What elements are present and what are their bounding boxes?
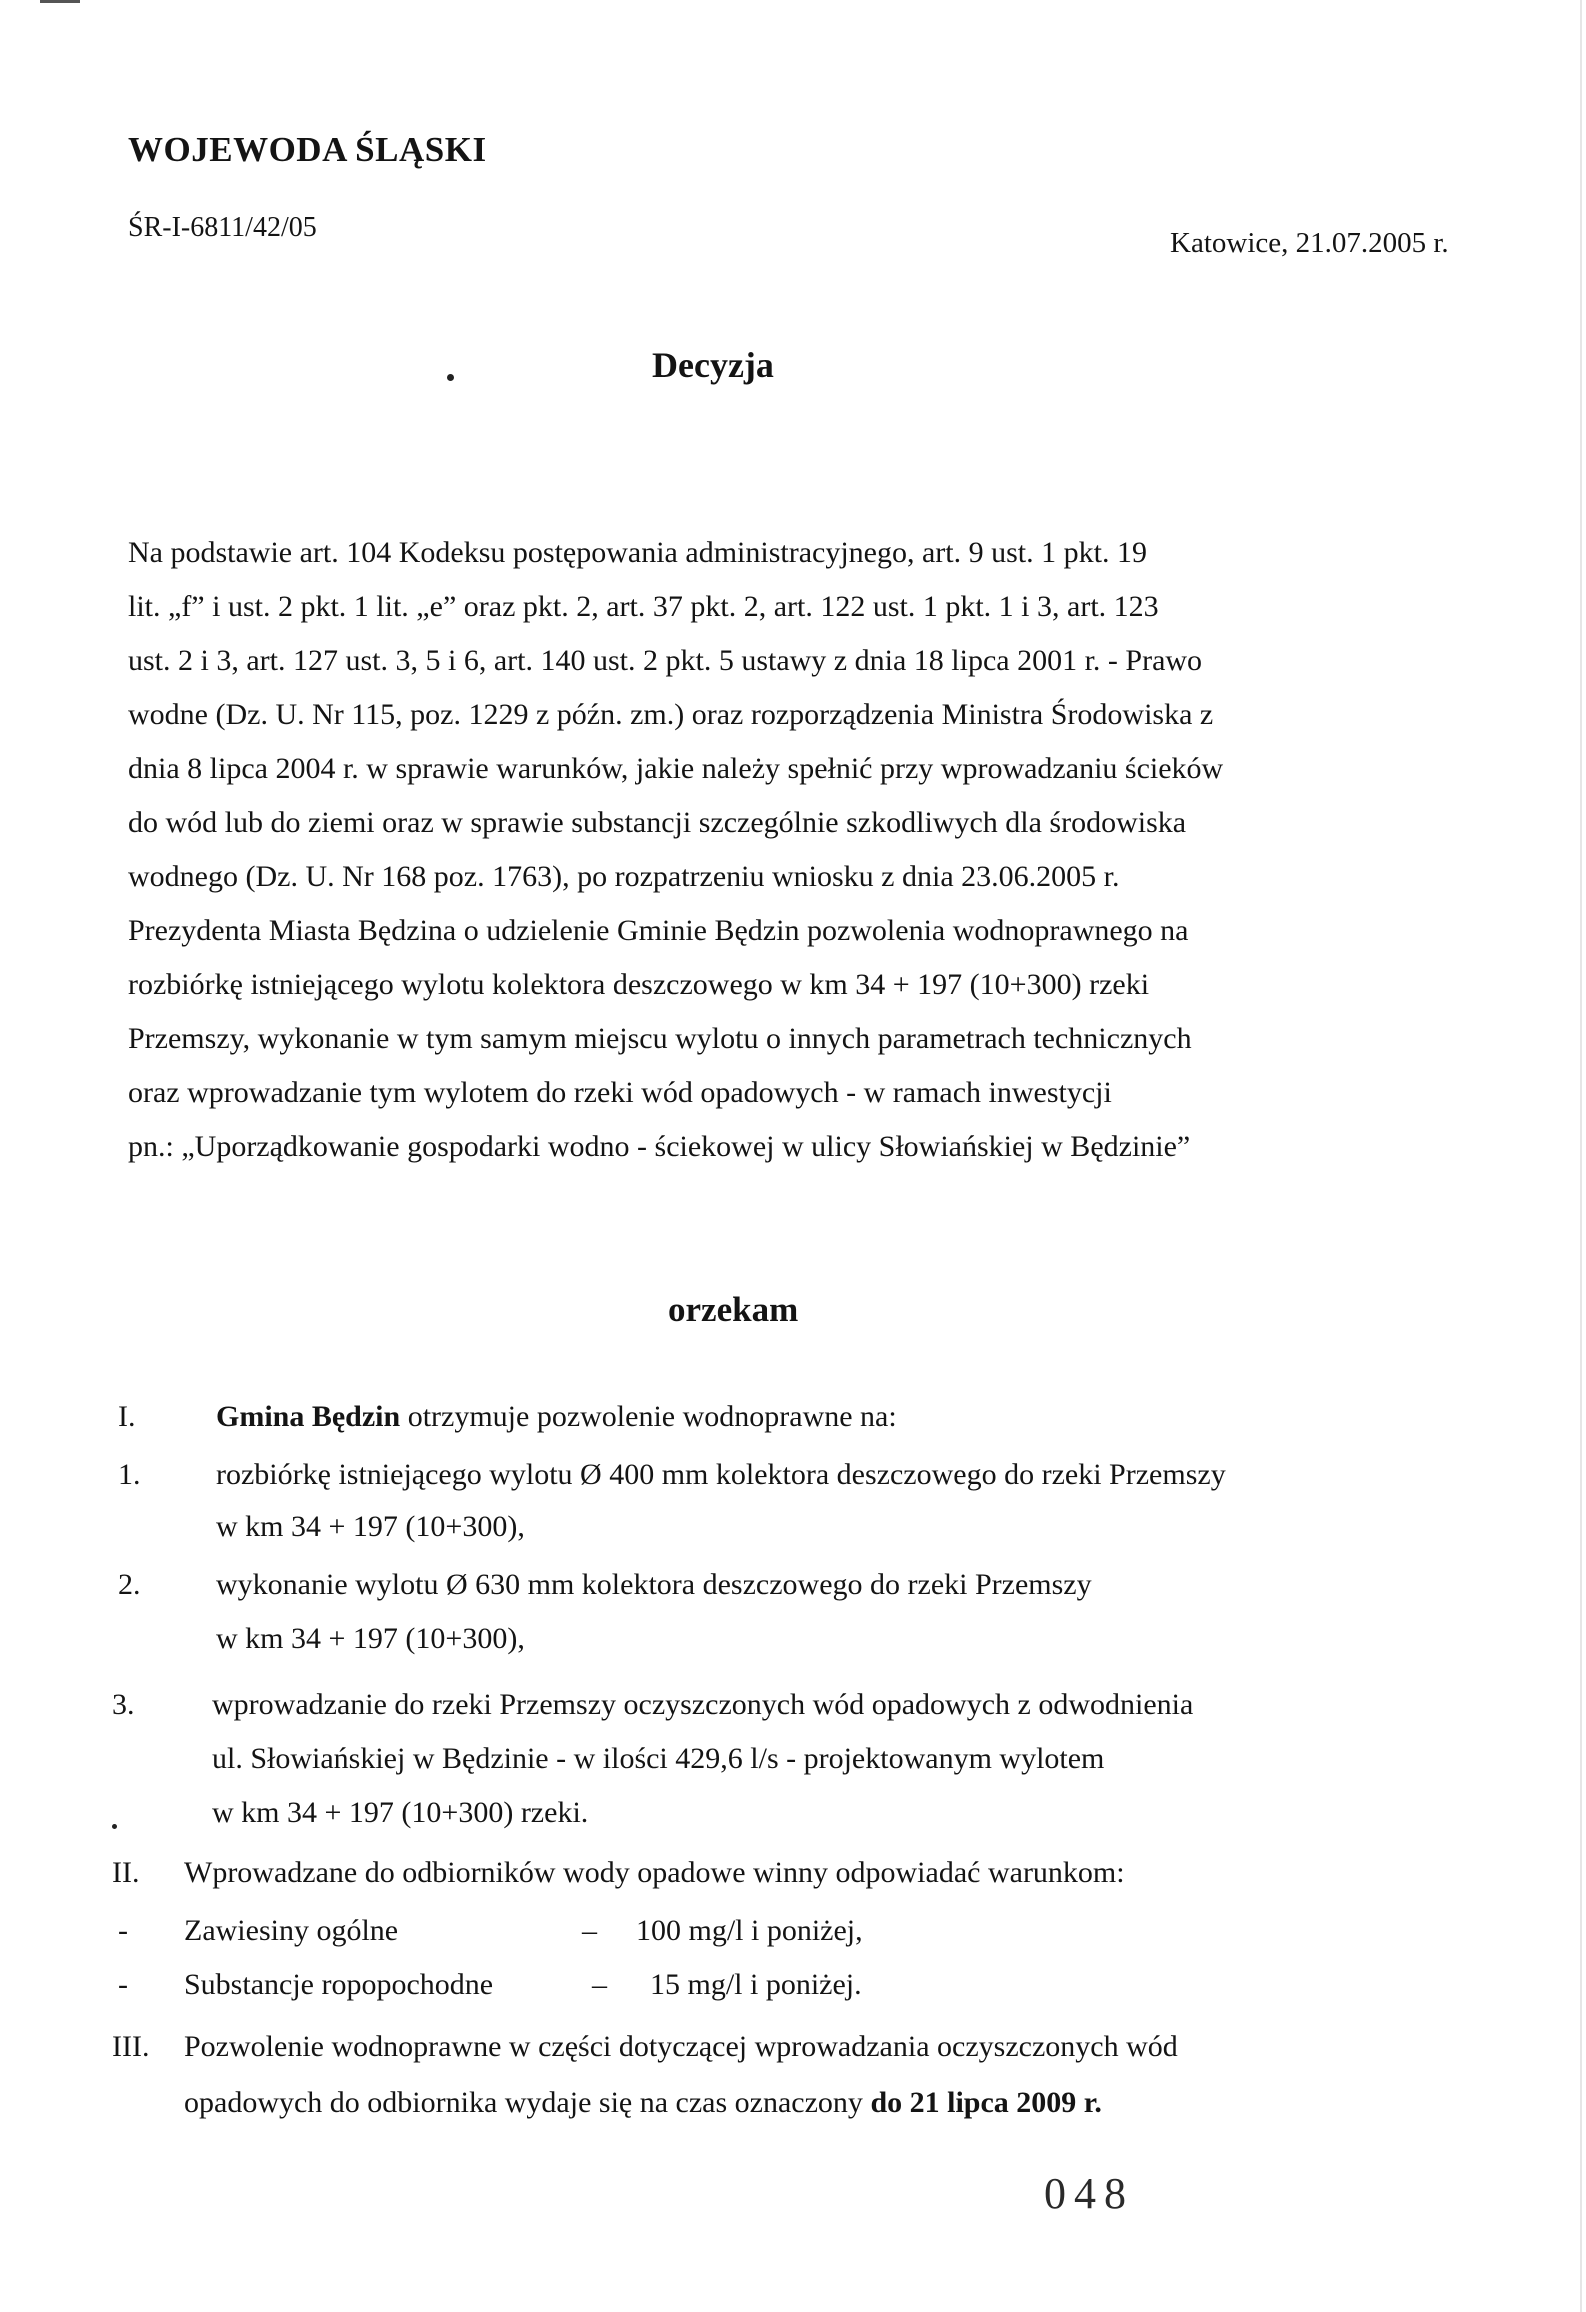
legal-basis-line: Na podstawie art. 104 Kodeksu postępowania administracyjnego, art. 9 ust. 1 pkt. 19 [128, 536, 1147, 569]
place-and-date: Katowice, 21.07.2005 r. [1170, 227, 1449, 259]
section-intro: Wprowadzane do odbiorników wody opadowe winny odpowiadać warunkom: [184, 1856, 1125, 1889]
decision-heading: orzekam [668, 1290, 799, 1329]
document-title: Decyzja [652, 345, 774, 385]
condition-name: Substancje ropopochodne [184, 1968, 494, 2001]
item-marker: 2. [118, 1568, 141, 1601]
reference-number: ŚR-I-6811/42/05 [128, 212, 317, 243]
condition-dash: - [118, 1914, 128, 1947]
legal-basis-line: Przemszy, wykonanie w tym samym miejscu wylotu o innych parametrach technicznych [128, 1022, 1192, 1055]
legal-basis-line: dnia 8 lipca 2004 r. w sprawie warunków, jakie należy spełnić przy wprowadzaniu ścieków [128, 752, 1224, 785]
scan-speck [447, 374, 454, 381]
item-line: wprowadzanie do rzeki Przemszy oczyszczonych wód opadowych z odwodnienia [212, 1688, 1194, 1721]
legal-basis-line: ust. 2 i 3, art. 127 ust. 3, 5 i 6, art. 140 ust. 2 pkt. 5 ustawy z dnia 18 lipca 2001 r. - Prawo [128, 644, 1203, 677]
condition-value: 15 mg/l i poniżej. [650, 1968, 862, 2001]
scan-edge-shadow [1580, 0, 1582, 2312]
condition-separator: – [582, 1914, 597, 1947]
section-intro-text: otrzymuje pozwolenie wodnoprawne na: [400, 1400, 897, 1433]
legal-basis-line: pn.: „Uporządkowanie gospodarki wodno - ściekowej w ulicy Słowiańskiej w Będzinie” [128, 1130, 1191, 1163]
legal-basis-line: lit. „f” i ust. 2 pkt. 1 lit. „e” oraz pkt. 2, art. 37 pkt. 2, art. 122 ust. 1 pkt. 1 i 3, art. 123 [128, 590, 1159, 623]
beneficiary-name: Gmina Będzin [216, 1400, 401, 1433]
item-marker: 3. [112, 1688, 135, 1721]
item-line: ul. Słowiańskiej w Będzinie - w ilości 429,6 l/s - projektowanym wylotem [212, 1742, 1105, 1775]
legal-basis-line: do wód lub do ziemi oraz w sprawie substancji szczególnie szkodliwych dla środowiska [128, 806, 1187, 839]
condition-separator: – [592, 1968, 607, 2001]
scan-edge-mark [40, 0, 80, 3]
condition-name: Zawiesiny ogólne [184, 1914, 399, 1947]
condition-value: 100 mg/l i poniżej, [636, 1914, 863, 1947]
permit-term-text: opadowych do odbiornika wydaje się na czas oznaczony [184, 2086, 871, 2119]
condition-dash: - [118, 1968, 128, 2001]
legal-basis-line: wodne (Dz. U. Nr 115, poz. 1229 z późn. zm.) oraz rozporządzenia Ministra Środowiska z [128, 698, 1214, 731]
legal-basis-line: rozbiórkę istniejącego wylotu kolektora deszczowego w km 34 + 197 (10+300) rzeki [128, 968, 1150, 1001]
legal-basis-line: oraz wprowadzanie tym wylotem do rzeki wód opadowych - w ramach inwestycji [128, 1076, 1112, 1109]
permit-expiry-date: do 21 lipca 2009 r. [870, 2086, 1102, 2119]
item-line: rozbiórkę istniejącego wylotu Ø 400 mm kolektora deszczowego do rzeki Przemszy [216, 1458, 1226, 1491]
item-line: w km 34 + 197 (10+300) rzeki. [212, 1796, 589, 1829]
section-intro [216, 1400, 897, 1434]
legal-basis-line: Prezydenta Miasta Będzina o udzielenie Gminie Będzin pozwolenia wodnoprawnego na [128, 914, 1189, 947]
issuing-authority: WOJEWODA ŚLĄSKI [128, 130, 487, 169]
section-marker: I. [118, 1400, 136, 1433]
item-line: w km 34 + 197 (10+300), [216, 1622, 525, 1655]
scan-speck [112, 1824, 117, 1829]
permit-term-line: Pozwolenie wodnoprawne w części dotyczącej wprowadzania oczyszczonych wód [184, 2030, 1178, 2063]
item-line: w km 34 + 197 (10+300), [216, 1510, 525, 1543]
section-marker: II. [112, 1856, 140, 1889]
section-marker: III. [112, 2030, 150, 2063]
page-number-stamp: 048 [1044, 2169, 1134, 2218]
item-marker: 1. [118, 1458, 141, 1491]
item-line: wykonanie wylotu Ø 630 mm kolektora deszczowego do rzeki Przemszy [216, 1568, 1092, 1601]
permit-term-line [184, 2086, 1102, 2120]
legal-basis-line: wodnego (Dz. U. Nr 168 poz. 1763), po rozpatrzeniu wniosku z dnia 23.06.2005 r. [128, 860, 1120, 893]
